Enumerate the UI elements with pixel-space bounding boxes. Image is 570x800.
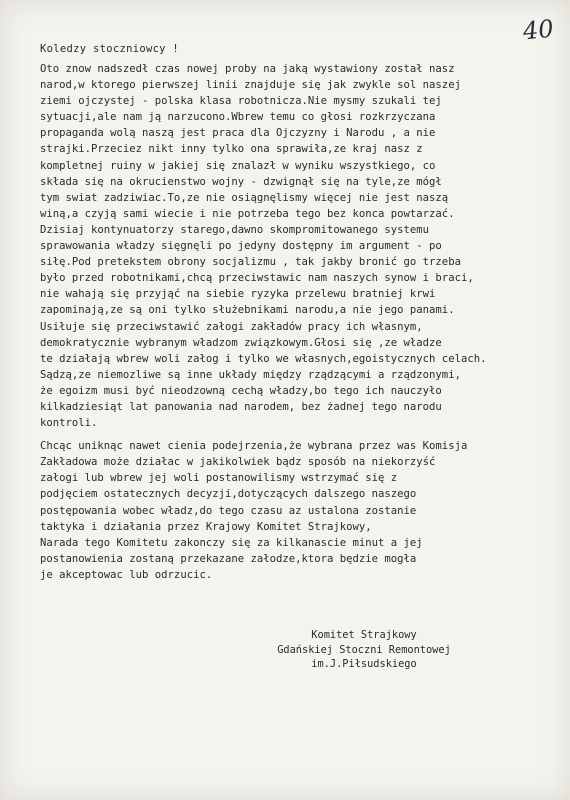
text-line: tym swiat zadziwiac.To,ze nie osiągnęlismy więcej nie jest naszą xyxy=(40,191,449,204)
text-line: było przed robotnikami,chcą przeciwstawic nam naszych synow i braci, xyxy=(40,272,474,285)
text-line: Zakładowa może działac w jakikolwiek bądz sposób na niekorzyść xyxy=(40,456,436,469)
text-line: nie wahają się przyjąć na siebie ryzyka przelewu bratniej krwi xyxy=(40,288,436,301)
text-line: Sądzą,ze niemozliwe są inne układy między rządzącymi a rządzonymi, xyxy=(40,368,461,381)
text-line: zapominają,ze są oni tylko służebnikami narodu,a nie jego panami. xyxy=(40,304,455,317)
text-line: demokratycznie wybranym władzom związkowym.Głosi się ,ze władze xyxy=(40,336,442,349)
signature-line: Komitet Strajkowy xyxy=(311,629,417,641)
text-line: kontroli. xyxy=(40,417,98,430)
paragraph xyxy=(40,61,542,431)
text-line: załogi lub wbrew jej woli postanowilismy wstrzymać się z xyxy=(40,472,398,485)
text-line: narod,w ktorego pierwszej linii znajduje się jak zwykle sol naszej xyxy=(40,79,461,92)
signature-line: im.J.Piłsudskiego xyxy=(311,658,417,670)
paragraph-gap xyxy=(40,431,542,438)
text-line: że egoizm musi być nieodzowną cechą władzy,bo tego ich nauczyło xyxy=(40,384,442,397)
text-line: taktyka i działania przez Krajowy Komitet Strajkowy, xyxy=(40,520,372,533)
text-line: sprawowania władzy sięgnęli po jedyny dostępny im argument - po xyxy=(40,240,442,253)
paragraph xyxy=(40,438,542,583)
text-line: siłę.Pod pretekstem obrony socjalizmu , tak jakby bronić go trzeba xyxy=(40,256,461,269)
text-line: sytuacji,ale nam ją narzucono.Wbrew temu co głosi rozkrzyczana xyxy=(40,111,436,124)
text-line: postępowania wobec władz,do tego czasu az ustalona zostanie xyxy=(40,504,417,517)
text-line: Usiłuje się przeciwstawić załogi zakładów pracy ich własnym, xyxy=(40,320,423,333)
text-line: te działają wbrew woli załog i tylko we własnych,egoistycznych celach. xyxy=(40,352,487,365)
handwritten-page-number: 40 xyxy=(521,14,555,46)
text-line: Dzisiaj kontynuatorzy starego,dawno skompromitowanego systemu xyxy=(40,223,430,236)
text-line: strajki.Przeciez nikt inny tylko ona sprawiła,ze kraj nasz z xyxy=(40,143,423,156)
text-line: postanowienia zostaną przekazane załodze,ktora będzie mogła xyxy=(40,552,417,565)
text-line: kompletnej ruiny w jakiej się znalazł w wyniku wszystkiego, co xyxy=(40,159,436,172)
text-line: Chcąc uniknąc nawet cienia podejrzenia,że wybrana przez was Komisja xyxy=(40,440,468,453)
letter-body xyxy=(40,61,542,583)
text-line: ziemi ojczystej - polska klasa robotnicza.Nie mysmy szukali tej xyxy=(40,95,442,108)
greeting: Koledzy stoczniowcy ! xyxy=(40,43,180,55)
text-line: winą,a czyją sami wiecie i nie potrzeba tego bez konca powtarzać. xyxy=(40,207,455,220)
signature-block xyxy=(254,628,474,672)
text-line: Narada tego Komitetu zakonczy się za kilkanascie minut a jej xyxy=(40,536,423,549)
text-line: podjęciem ostatecznych decyzji,dotyczących dalszego naszego xyxy=(40,488,417,501)
text-line: propaganda wolą naszą jest praca dla Ojczyzny i Narodu , a nie xyxy=(40,127,436,140)
text-line: Oto znow nadszedł czas nowej proby na jaką wystawiony został nasz xyxy=(40,63,455,75)
text-line: kilkadziesiąt lat panowania nad narodem, bez żadnej tego narodu xyxy=(40,400,442,413)
text-line: składa się na okrucienstwo wojny - dzwignął się na tyle,ze mógł xyxy=(40,175,442,188)
signature-line: Gdańskiej Stoczni Remontowej xyxy=(277,643,451,656)
text-line: je akceptowac lub odrzucic. xyxy=(40,568,213,581)
